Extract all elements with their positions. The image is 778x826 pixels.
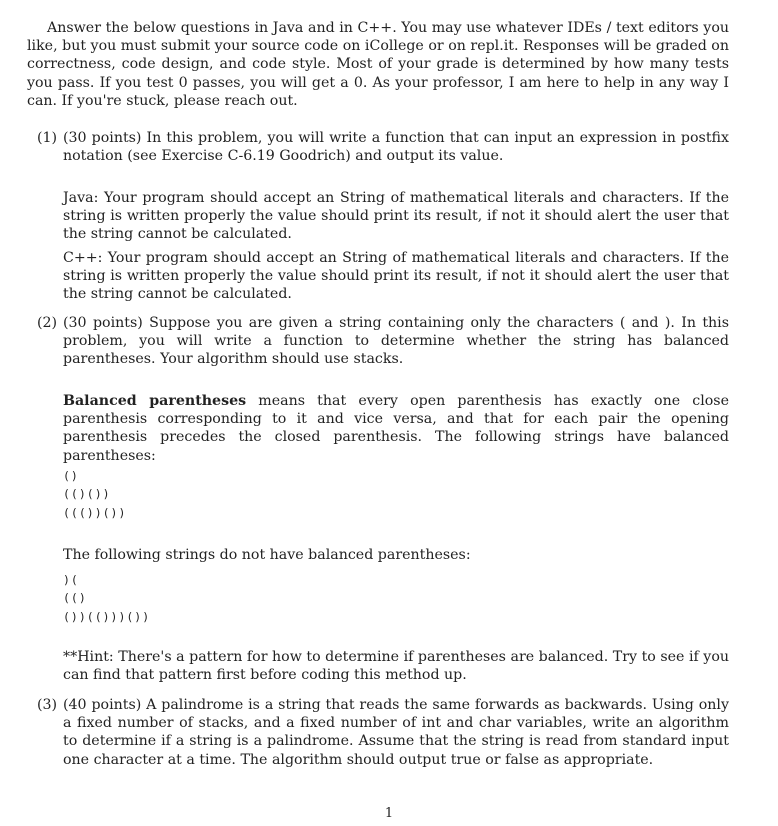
question-1-java: Java: Your program should accept an String of mathematical literals and characters. If the string is written properly the value should print its result, if not it should alert the user that the string cannot be calculated. [63, 190, 729, 243]
unbalanced-example: (() [63, 591, 87, 606]
question-3-text: (40 points) A palindrome is a string that reads the same forwards as backwards. Using only a fixed number of stacks, and a fixed number of int and char variables, write an algorithm to determine if a string is a palindrome. Assume that the string is read from standard input one character at a time. The algorithm should output true or false as appropriate. [63, 697, 729, 768]
question-2-number: (2) [37, 315, 58, 331]
balanced-examples [63, 467, 126, 522]
question-1-cpp: C++: Your program should accept an String of mathematical literals and characters. If the string is written properly the value should print its result, if not it should alert the user that the string cannot be calculated. [63, 250, 729, 303]
page-number: 1 [384, 806, 394, 821]
question-1-number: (1) [37, 130, 58, 146]
intro-paragraph: Answer the below questions in Java and in C++. You may use whatever IDEs / text editors you like, but you must submit your source code on iCollege or on repl.it. Responses will be graded on correctness, code design, and code style. Most of your grade is determined by how many tests you pass. If you test 0 passes, you will get a 0. As your professor, I am here to help in any way I can. If you're stuck, please reach out. [27, 20, 729, 109]
balanced-example: () [63, 469, 79, 483]
balanced-definition-text: means that every open parenthesis has exactly one close parenthesis corresponding to it and vice versa, and that for each pair the opening parenthesis precedes the closed parenthesis. The following strings have balanced parentheses: [63, 393, 729, 464]
unbalanced-example: )( [63, 573, 79, 587]
unbalanced-example: ())(()))()) [63, 609, 151, 624]
hint-paragraph: **Hint: There's a pattern for how to determine if parentheses are balanced. Try to see if you can find that pattern first before coding this method up. [63, 649, 729, 684]
balanced-example: (()()) [63, 487, 111, 502]
unbalanced-intro: The following strings do not have balanced parentheses: [63, 547, 471, 563]
balanced-example: ((())()) [63, 505, 127, 520]
balanced-definition [63, 392, 729, 465]
question-1-text: (30 points) In this problem, you will write a function that can input an expression in postfix notation (see Exercise C-6.19 Goodrich) and output its value. [63, 130, 729, 165]
balanced-term: Balanced parentheses [63, 393, 247, 409]
question-2-text: (30 points) Suppose you are given a string containing only the characters ( and ). In this problem, you will write a function to determine whether the string has balanced parentheses. Your algorithm should use stacks. [63, 315, 729, 368]
question-3-number: (3) [37, 697, 58, 713]
unbalanced-examples [63, 571, 150, 626]
